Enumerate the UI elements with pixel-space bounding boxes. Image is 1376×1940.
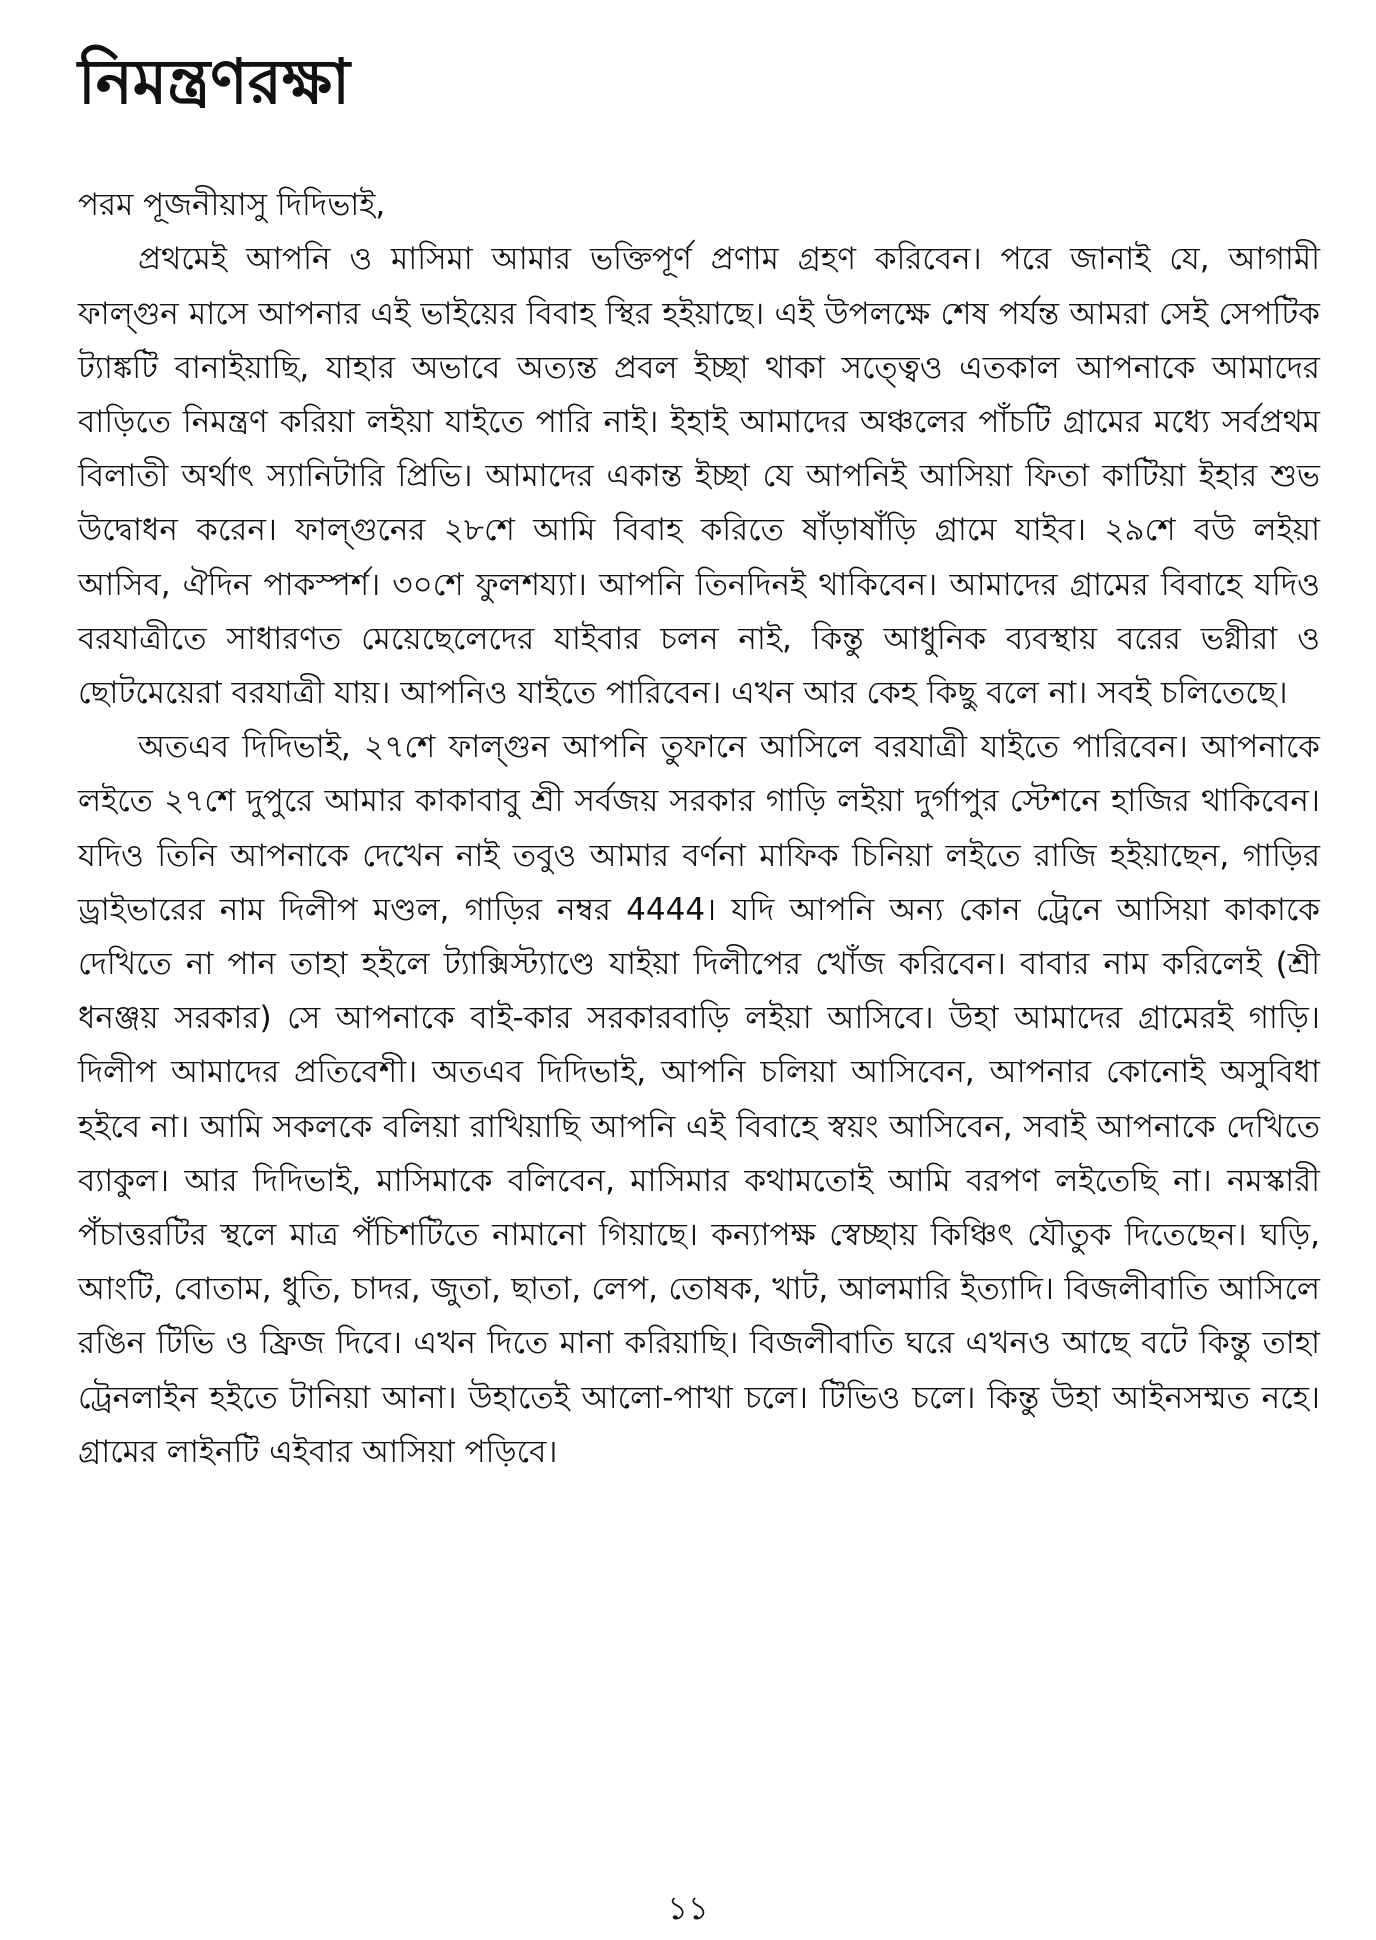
page-title: নিমন্ত্রণরক্ষা [78,45,351,118]
letter-body [78,178,1320,1479]
paragraph-1: প্রথমেই আপনি ও মাসিমা আমার ভক্তিপূর্ণ প্রণাম গ্রহণ করিবেন। পরে জানাই যে, আগামী ফাল্গুন মাসে আপনার এই ভাইয়ের বিবাহ স্থির হইয়াছে। এই উপলক্ষে শেষ পর্যন্ত আমরা সেই সেপটিক ট্যাঙ্কটি বানাইয়াছি, যাহার অভাবে অত্যন্ত প্রবল ইচ্ছা থাকা সত্ত্বেও এতকাল আপনাকে আমাদের বাড়িতে নিমন্ত্রণ করিয়া লইয়া যাইতে পারি নাই। ইহাই আমাদের অঞ্চলের পাঁচটি গ্রামের মধ্যে সর্বপ্রথম বিলাতী অর্থাৎ স্যানিটারি প্রিভি। আমাদের একান্ত ইচ্ছা যে আপনিই আসিয়া ফিতা কাটিয়া ইহার শুভ উদ্বোধন করেন। ফাল্গুনের ২৮শে আমি বিবাহ করিতে ষাঁড়াষাঁড়ি গ্রামে যাইব। ২৯শে বউ লইয়া আসিব, ঐদিন পাকস্পর্শ। ৩০শে ফুলশয্যা। আপনি তিনদিনই থাকিবেন। আমাদের গ্রামের বিবাহে যদিও বরযাত্রীতে সাধারণত মেয়েছেলেদের যাইবার চলন নাই, কিন্তু আধুনিক ব্যবস্থায় বরের ভগ্নীরা ও ছোটমেয়েরা বরযাত্রী যায়। আপনিও যাইতে পারিবেন। এখন আর কেহ কিছু বলে না। সবই চলিতেছে। [78,241,1320,712]
page-number: ১১ [667,1889,709,1927]
salutation: পরম পূজনীয়াসু দিদিভাই, [78,187,386,224]
paragraph-2: অতএব দিদিভাই, ২৭শে ফাল্গুন আপনি তুফানে আসিলে বরযাত্রী যাইতে পারিবেন। আপনাকে লইতে ২৭শে দুপুরে আমার কাকাবাবু শ্রী সর্বজয় সরকার গাড়ি লইয়া দুর্গাপুর স্টেশনে হাজির থাকিবেন। যদিও তিনি আপনাকে দেখেন নাই তবুও আমার বর্ণনা মাফিক চিনিয়া লইতে রাজি হইয়াছেন, গাড়ির ড্রাইভারের নাম দিলীপ মণ্ডল, গাড়ির নম্বর 4444। যদি আপনি অন্য কোন ট্রেনে আসিয়া কাকাকে দেখিতে না পান তাহা হইলে ট্যাক্সিস্ট্যাণ্ডে যাইয়া দিলীপের খোঁজ করিবেন। বাবার নাম করিলেই (শ্রী ধনঞ্জয় সরকার) সে আপনাকে বাই-কার সরকারবাড়ি লইয়া আসিবে। উহা আমাদের গ্রামেরই গাড়ি। দিলীপ আমাদের প্রতিবেশী। অতএব দিদিভাই, আপনি চলিয়া আসিবেন, আপনার কোনোই অসুবিধা হইবে না। আমি সকলকে বলিয়া রাখিয়াছি আপনি এই বিবাহে স্বয়ং আসিবেন, সবাই আপনাকে দেখিতে ব্যাকুল। আর দিদিভাই, মাসিমাকে বলিবেন, মাসিমার কথামতোই আমি বরপণ লইতেছি না। নমস্কারী পঁচাত্তরটির স্থলে মাত্র পঁচিশটিতে নামানো গিয়াছে। কন্যাপক্ষ স্বেচ্ছায় কিঞ্চিৎ যৌতুক দিতেছেন। ঘড়ি, আংটি, বোতাম, ধুতি, চাদর, জুতা, ছাতা, লেপ, তোষক, খাট, আলমারি ইত্যাদি। বিজলীবাতি আসিলে রঙিন টিভি ও ফ্রিজ দিবে। এখন দিতে মানা করিয়াছি। বিজলীবাতি ঘরে এখনও আছে বটে কিন্তু তাহা ট্রেনলাইন হইতে টানিয়া আনা। উহাতেই আলো-পাখা চলে। টিভিও চলে। কিন্তু উহা আইনসম্মত নহে। গ্রামের লাইনটি এইবার আসিয়া পড়িবে। [78,729,1321,1470]
